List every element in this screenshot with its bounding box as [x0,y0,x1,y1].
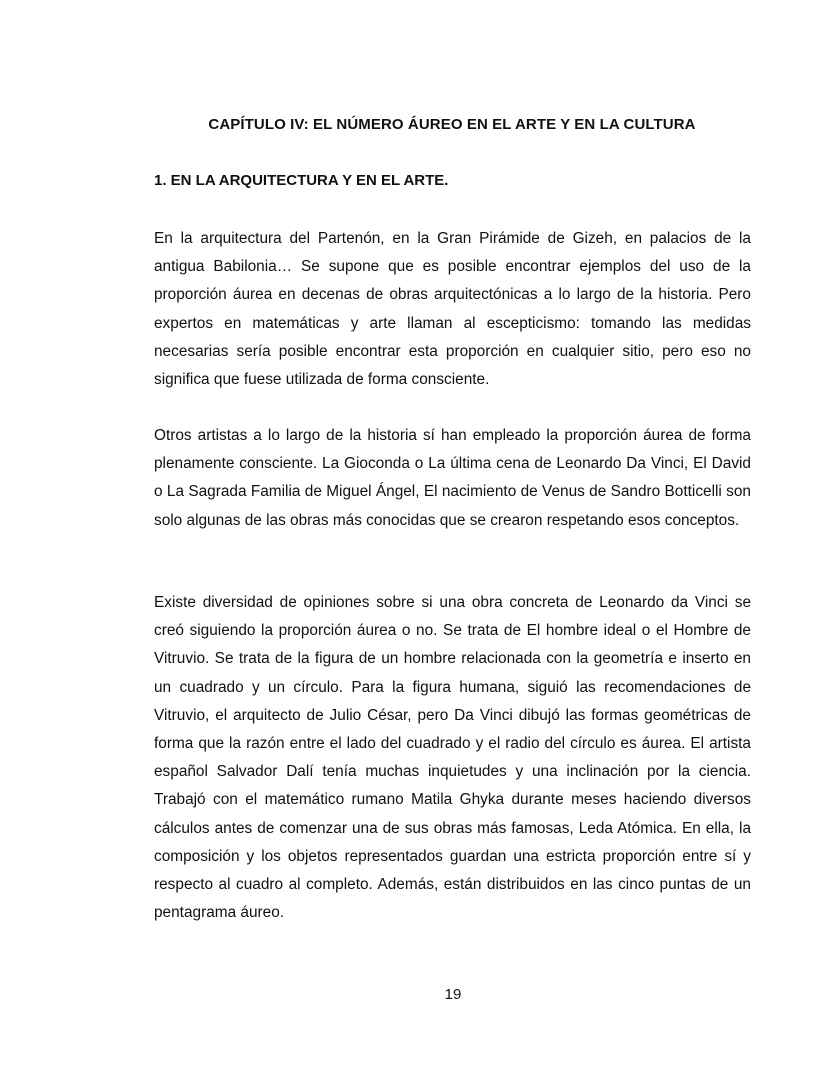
paragraph-architecture: En la arquitectura del Partenón, en la Gran Pirámide de Gizeh, en palacios de la antigua Babilonia… Se supone que es posible encontrar ejemplos del uso de la proporción áurea en decenas de obras arquitectónicas a lo largo de la historia. Pero expertos en matemáticas y arte llaman al escepticismo: tomando las medidas necesarias sería posible encontrar esta proporción en cualquier sitio, pero eso no significa que fuese utilizada de forma consciente. [154,230,751,389]
chapter-title: CAPÍTULO IV: EL NÚMERO ÁUREO EN EL ARTE Y EN LA CULTURA [208,116,696,133]
page-number: 19 [444,986,462,1003]
paragraph-artists: Otros artistas a lo largo de la historia sí han empleado la proporción áurea de forma plenamente consciente. La Gioconda o La última cena de Leonardo Da Vinci, El David o La Sagrada Familia de Miguel Ángel, El nacimiento de Venus de Sandro Botticelli son solo algunas de las obras más conocidas que se crearon respetando esos conceptos. [154,427,751,529]
paragraph-vitruvian-dali: Existe diversidad de opiniones sobre si una obra concreta de Leonardo da Vinci se creó siguiendo la proporción áurea o no. Se trata de El hombre ideal o el Hombre de Vitruvio. Se trata de la figura de un hombre relacionada con la geometría e inserto en un cuadrado y un círculo. Para la figura humana, siguió las recomendaciones de Vitruvio, el arquitecto de Julio César, pero Da Vinci dibujó las formas geométricas de forma que la razón entre el lado del cuadrado y el radio del círculo es áurea. El artista español Salvador Dalí tenía muchas inquietudes y una inclinación por la ciencia. Trabajó con el matemático rumano Matila Ghyka durante meses haciendo diversos cálculos antes de comenzar una de sus obras más famosas, Leda Atómica. En ella, la composición y los objetos representados guardan una estricta proporción entre sí y respecto al cuadro al completo. Además, están distribuidos en las cinco puntas de un pentagrama áureo. [154,594,751,922]
section-heading: 1. EN LA ARQUITECTURA Y EN EL ARTE. [154,172,449,189]
